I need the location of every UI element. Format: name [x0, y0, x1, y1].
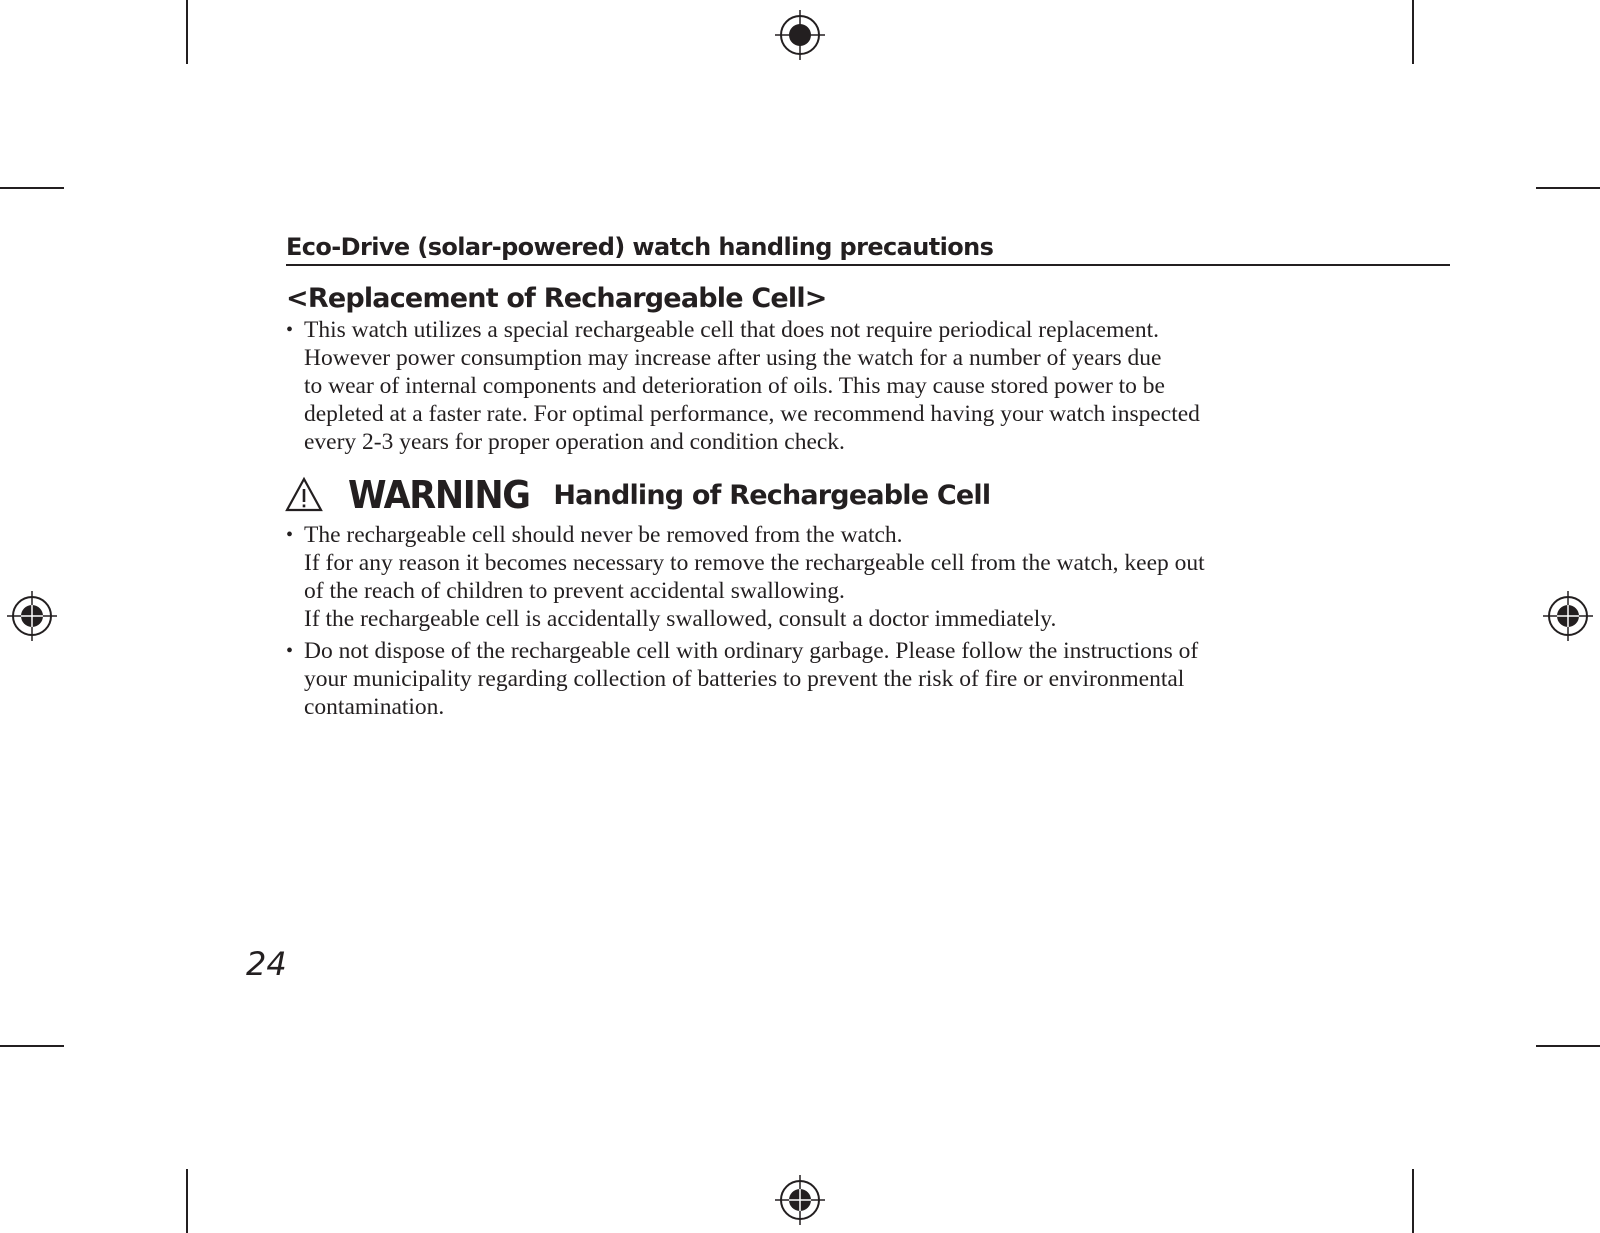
text-line: your municipality regarding collection of batteries to prevent the risk of fire or environmental [304, 666, 1185, 692]
replacement-bullet-list [286, 316, 1200, 456]
text-line: This watch utilizes a special rechargeable cell that does not require periodical replacement. [304, 317, 1159, 343]
crop-mark-left-top [0, 187, 64, 189]
text-line: to wear of internal components and deterioration of oils. This may cause stored power to be [304, 373, 1165, 399]
text-line: of the reach of children to prevent accidental swallowing. [304, 578, 845, 604]
bullet-text [304, 521, 1205, 633]
crop-mark-left-bottom [0, 1045, 64, 1047]
text-line: Do not dispose of the rechargeable cell with ordinary garbage. Please follow the instructions of [304, 638, 1199, 664]
crop-mark-top-right [1412, 0, 1414, 64]
crop-mark-bottom-right [1412, 1169, 1414, 1233]
list-item [286, 316, 1200, 456]
text-line: every 2-3 years for proper operation and condition check. [304, 429, 845, 455]
warning-bullet-list [286, 521, 1205, 721]
crop-mark-bottom-left [186, 1169, 188, 1233]
crop-mark-right-top [1536, 187, 1600, 189]
replacement-heading: <Replacement of Rechargeable Cell> [286, 283, 827, 314]
text-line: If the rechargeable cell is accidentally swallowed, consult a doctor immediately. [304, 606, 1057, 632]
text-line: depleted at a faster rate. For optimal performance, we recommend having your watch inspected [304, 401, 1200, 427]
registration-mark-right-icon [1543, 591, 1593, 641]
list-item [286, 521, 1205, 633]
crop-mark-top-left [186, 0, 188, 64]
warning-triangle-icon [284, 475, 324, 515]
registration-mark-left-icon [7, 591, 57, 641]
page-number: 24 [246, 945, 287, 983]
list-item [286, 637, 1205, 721]
registration-mark-bottom-icon [775, 1175, 825, 1225]
bullet-text [304, 637, 1198, 721]
warning-title: Handling of Rechargeable Cell [553, 479, 991, 511]
text-line: The rechargeable cell should never be removed from the watch. [304, 522, 903, 548]
bullet-dot: • [286, 524, 294, 546]
crop-mark-right-bottom [1536, 1045, 1600, 1047]
bullet-dot: • [286, 640, 294, 662]
section-title: Eco-Drive (solar-powered) watch handling precautions [286, 232, 1450, 266]
registration-mark-top-icon [775, 10, 825, 60]
text-line: However power consumption may increase after using the watch for a number of years due [304, 345, 1162, 371]
bullet-text [304, 316, 1200, 456]
warning-label: WARNING [348, 473, 530, 517]
text-line: contamination. [304, 694, 445, 720]
bullet-dot: • [286, 319, 294, 341]
text-line: If for any reason it becomes necessary to remove the rechargeable cell from the watch, keep out [304, 550, 1205, 576]
warning-heading [284, 470, 990, 520]
